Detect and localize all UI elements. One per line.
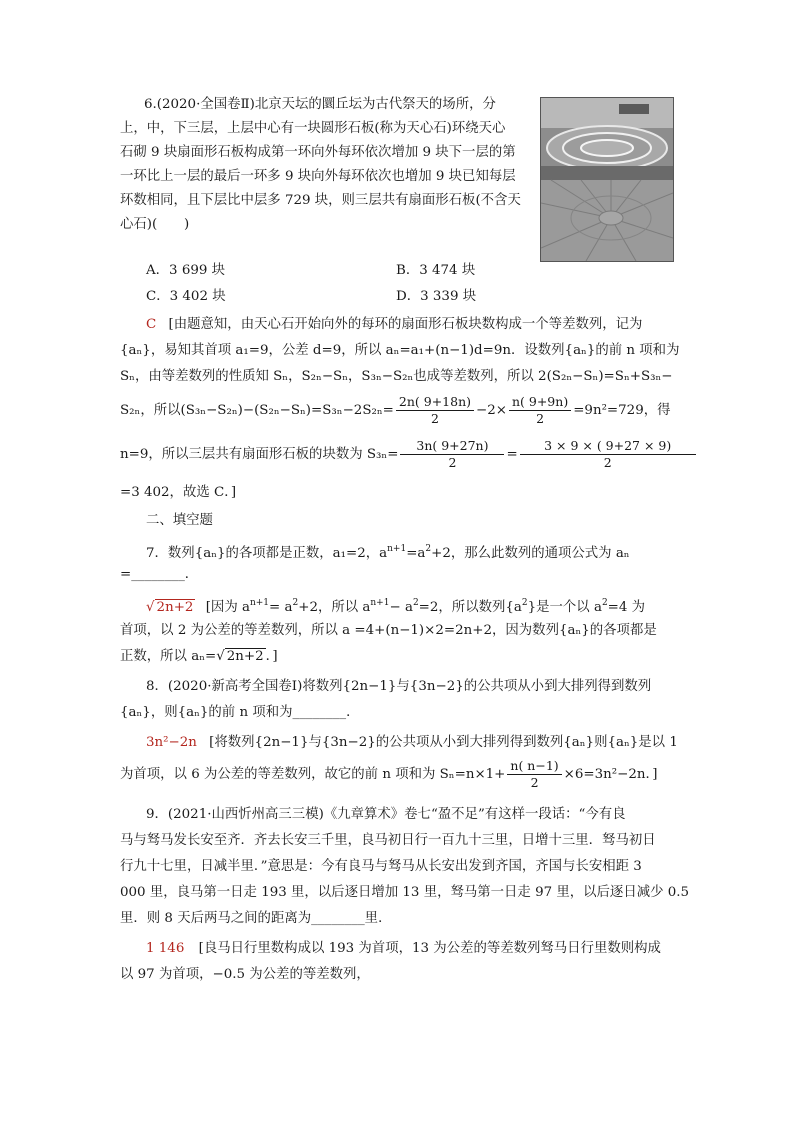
q6-answer-letter: C [146,317,157,332]
q6-solution-text-4b: =9n²=729，得 [573,403,671,418]
q8-fraction [507,758,561,791]
q7-answer: √ 2n+2 [146,600,194,615]
q6-solution-line-3: Sₙ，由等差数列的性质知 Sₙ，S₂ₙ−Sₙ，S₃ₙ−S₂ₙ也成等差数列，所以 2(S₂ₙ−Sₙ)=Sₙ+S₃ₙ− [120,369,673,384]
q7-solution-text-1f: }是一个以 a [527,600,602,615]
q7-solution-radicand: 2n+2 [226,649,264,664]
q7-solution-text-1b: = a [269,600,293,615]
q7-solution-text-3a: 正数，所以 aₙ= [120,649,217,664]
q6-option-c: C．3 402 块 [146,289,226,304]
q6-solution-text-4mid: −2× [476,403,507,418]
q8-line-2: {aₙ}，则{aₙ}的前 n 项和为________． [120,705,360,720]
q6-solution-text-5a: n=9，所以三层共有扇面形石板的块数为 S₃ₙ= [120,447,399,462]
q8-solution-line-2 [120,758,657,792]
q6-line-6: 心石)( ) [120,217,190,232]
q7-solution-text-1c: +2，所以 a [298,600,371,615]
q8-fraction-den: 2 [530,775,539,790]
q6-solution-line-2: {aₙ}，易知其首项 a₁=9，公差 d=9，所以 aₙ=a₁+(n−1)d=9n．设数列{aₙ}的前 n 项和为 [120,343,680,358]
q6-solution-text-4a: S₂ₙ，所以(S₃ₙ−S₂ₙ)−(S₂ₙ−Sₙ)=S₃ₙ−2S₂ₙ= [120,403,394,418]
q6-fraction-3-den: 2 [448,455,457,470]
q6-line-3: 石砌 9 块扇面形石板构成第一环向外每环依次增加 9 块下一层的第 [120,145,516,160]
q6-solution-text-1: [由题意知，由天心石开始向外的每环的扇面形石板块数构成一个等差数列，记为 [168,317,643,332]
q9-line-4: 000 里，良马第一日走 193 里，以后逐日增加 13 里，驽马第一日走 97 里，以后逐日减少 0.5 [120,885,690,900]
q6-fraction-2-num: n( 9+9n) [509,394,571,411]
q7-answer-radicand: 2n+2 [156,600,194,615]
q7-line-1: 7．数列{aₙ}的各项都是正数，a₁=2，$a^{n+1}=a^2+2$，那么此数列的通项公式为 aₙ [146,544,630,561]
q7-solution-text-1d: − a [389,600,413,615]
q7-solution-line-3: 正数，所以 aₙ=√ 2n+2 ．] [120,649,278,664]
q6-solution-line-1 [146,316,642,334]
q6-option-d: D．3 339 块 [396,289,477,304]
q8-solution-text-2a: 为首项，以 6 为公差的等差数列，故它的前 n 项和为 Sₙ=n×1+ [120,767,506,782]
q8-line-1: 8．(2020·新高考全国卷Ⅰ)将数列{2n−1}与{3n−2}的公共项从小到大排列得到数列 [146,679,652,694]
q6-fraction-2 [509,394,571,427]
q6-fraction-1 [396,394,474,427]
q9-solution-text-1: [良马日行里数构成以 193 为首项，13 为公差的等差数列驽马日行里数则构成 [198,941,661,956]
q8-answer: 3n²−2n [146,735,197,750]
q9-line-1: 9．(2021·山西忻州高三三模)《九章算术》卷七“盈不足”有这样一段话：“今有良 [146,807,626,822]
q6-solution-line-4 [120,394,671,428]
q9-line-2: 马与驽马发长安至齐．齐去长安三千里，良马初日行一百九十三里，日增十三里．驽马初日 [120,833,656,848]
q7-solution-text-3c: ．] [265,649,278,664]
q7-solution-text-1e: =2，所以数列{a [418,600,522,615]
q9-solution-line-2: 以 97 为首项，−0.5 为公差的等差数列， [120,967,370,982]
q8-solution-line-1 [146,734,678,752]
q6-fraction-4 [520,438,696,471]
q9-line-5: 里．则 8 天后两马之间的距离为________里． [120,911,392,926]
q9-line-3: 行九十七里，日减半里．”意思是：今有良马与驽马从长安出发到齐国，齐国与长安相距 3 [120,859,642,874]
q6-fraction-1-den: 2 [430,411,439,426]
q7-solution-line-2: 首项，以 2 为公差的等差数列，所以 a =4+(n−1)×2=2n+2，因为数列{aₙ}的各项都是 [120,623,657,638]
q7-text-1c: +2，那么此数列的通项公式为 aₙ [431,546,630,561]
q7-text-1a: 7．数列{aₙ}的各项都是正数，a₁=2，a [146,546,388,561]
q7-solution-line-1: √ 2n+2 [因为 $a^{n+1}= a^2+2$，所以 $a^{n+1}- a^2=2$，所以数列$\{a^2\}$是一个以 $a^2=4$ 为 [146,598,646,615]
q6-fraction-2-den: 2 [536,411,545,426]
q8-solution-text-1: [将数列{2n−1}与{3n−2}的公共项从小到大排列得到数列{aₙ}则{aₙ}是以 1 [209,735,678,750]
q9-solution-line-1 [146,940,661,958]
q7-line-2: =________． [120,567,199,582]
q6-line-5: 环数相同，且下层比中层多 729 块，则三层共有扇面形石板(不含天 [120,193,521,208]
section-heading: 二、填空题 [146,513,213,528]
q7-text-1b: =a [406,546,426,561]
q6-line-2: 上，中，下三层，上层中心有一块圆形石板(称为天心石)环绕天心 [120,121,506,136]
q6-solution-line-5: n=9，所以三层共有扇面形石板的块数为 S₃ₙ= $\frac{3n( 9+27n)}{2}$ = $\frac{3 \times 9 \times ( 9+27 \times 9)}{2}$ [120,438,698,472]
q6-fraction-3-num: 3n( 9+27n) [400,438,504,455]
altar-illustration [541,98,673,261]
q6-solution-line-6: =3 402，故选 C．] [120,485,237,500]
q6-line-4: 一环比上一层的最后一环多 9 块向外每环依次也增加 9 块已知每层 [120,169,516,184]
temple-of-heaven-photo [540,97,674,262]
q9-answer: 1 146 [146,941,185,956]
q6-option-a: A．3 699 块 [146,263,226,278]
q8-fraction-num: n( n−1) [507,758,561,775]
q6-fraction-3 [400,438,504,471]
q6-fraction-4-num: 3 × 9 × ( 9+27 × 9) [520,438,696,455]
q6-fraction-1-num: 2n( 9+18n) [396,394,474,411]
q7-solution-text-1a: [因为 a [205,600,250,615]
q6-line-1: 6.(2020·全国卷Ⅱ)北京天坛的圜丘坛为古代祭天的场所，分 [144,97,496,112]
q8-solution-text-2b: ×6=3n²−2n．] [563,767,658,782]
q6-fraction-4-den: 2 [603,455,612,470]
q7-solution-text-1g: =4 为 [607,600,646,615]
q6-option-b: B．3 474 块 [396,263,476,278]
